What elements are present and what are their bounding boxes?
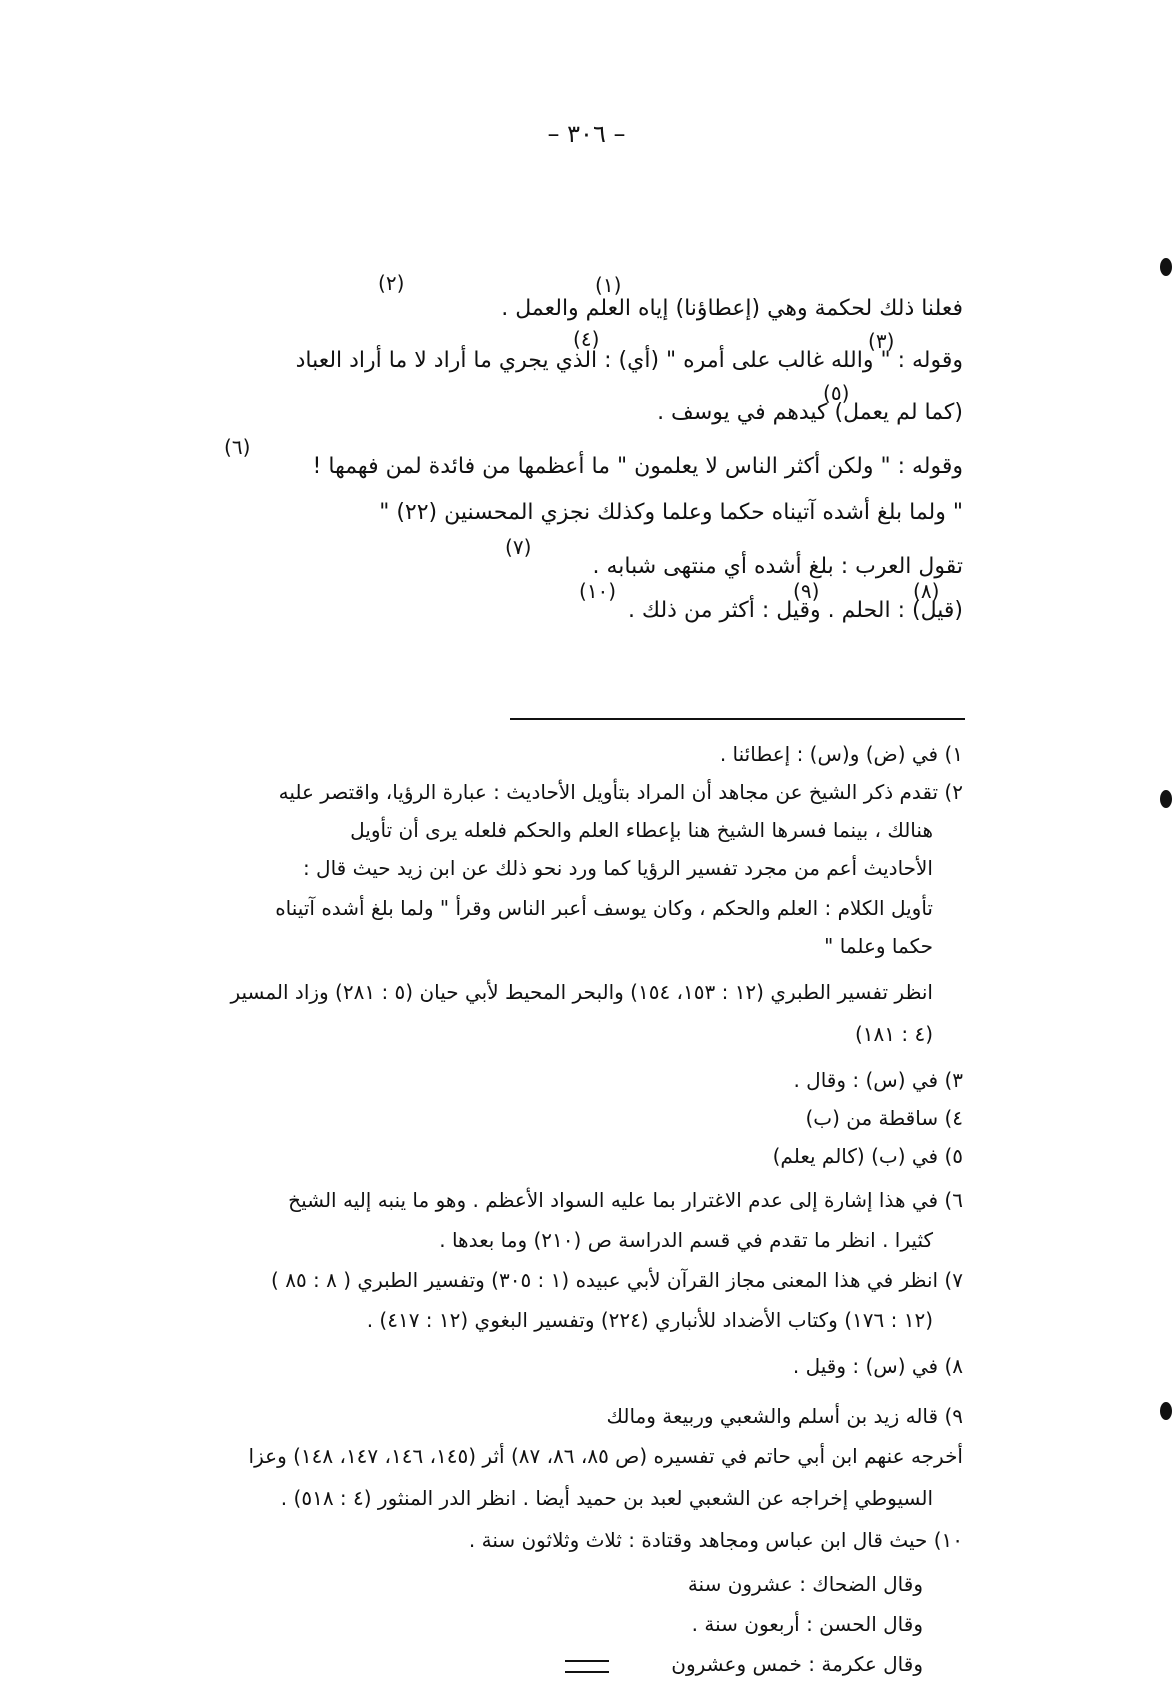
footnote-marker-8: (٨) [913, 579, 940, 603]
body-line-5: " ولما بلغ أشده آتيناه حكما وعلما وكذلك نجزي المحسنين (٢٢) " [379, 500, 963, 525]
footnote-2-line-5: حكما وعلما " [824, 934, 933, 958]
footnote-2-line-1: ٢) تقدم ذكر الشيخ عن مجاهد أن المراد بتأويل الأحاديث : عبارة الرؤيا، واقتصر عليه [278, 780, 963, 804]
body-line-2: وقوله : " والله غالب على أمره " (أي) : الذي يجري ما أراد لا ما أراد العباد [295, 348, 963, 373]
footnote-marker-7: (٧) [505, 535, 532, 559]
body-line-1: فعلنا ذلك لحكمة وهي (إعطاؤنا) إياه العلم والعمل . [501, 296, 963, 321]
footnote-2-line-2: هنالك ، بينما فسرها الشيخ هنا بإعطاء العلم والحكم فلعله يرى أن تأويل [350, 818, 933, 842]
footnote-marker-10: (١٠) [579, 579, 617, 603]
footnote-2-line-4: تأويل الكلام : العلم والحكم ، وكان يوسف أعبر الناس وقرأ " ولما بلغ أشده آتيناه [275, 896, 933, 920]
scan-mark [1160, 1402, 1172, 1420]
footnote-10-line-2: وقال الضحاك : عشرون سنة [687, 1572, 923, 1596]
footnote-2-line-3: الأحاديث أعم من مجرد تفسير الرؤيا كما ورد نحو ذلك عن ابن زيد حيث قال : [302, 856, 933, 880]
footnote-7-line-2: (١٢ : ١٧٦) وكتاب الأضداد للأنباري (٢٢٤) وتفسير البغوي (١٢ : ٤١٧) . [366, 1308, 933, 1332]
footnote-6-line-1: ٦) في هذا إشارة إلى عدم الاغترار بما عليه السواد الأعظم . وهو ما ينبه إليه الشيخ [288, 1188, 963, 1212]
footnote-10-line-3: وقال الحسن : أربعون سنة . [691, 1612, 923, 1636]
scan-mark [1160, 790, 1172, 808]
footnote-7-line-1: ٧) انظر في هذا المعنى مجاز القرآن لأبي عبيده (١ : ٣٠٥) وتفسير الطبري ( ٨ : ٨٥ ) [271, 1268, 963, 1292]
body-line-7: (قيل) : الحلم . وقيل : أكثر من ذلك . [627, 598, 963, 623]
footnote-6-line-2: كثيرا . انظر ما تقدم في قسم الدراسة ص (٢١٠) وما بعدها . [439, 1228, 933, 1252]
footnote-9-line-1: ٩) قاله زيد بن أسلم والشعبي وربيعة ومالك [606, 1404, 963, 1428]
page-number: – ٣٠٦ – [547, 120, 626, 148]
body-line-4: وقوله : " ولكن أكثر الناس لا يعلمون " ما أعظمها من فائدة لمن فهمها ! [312, 454, 963, 479]
footnote-8: ٨) في (س) : وقيل . [792, 1354, 963, 1378]
footnote-marker-4: (٤) [573, 327, 600, 351]
footnote-5: ٥) في (ب) (كالم يعلم) [772, 1144, 963, 1168]
footnote-3: ٣) في (س) : وقال . [793, 1068, 963, 1092]
footnote-2-line-7: (٤ : ١٨١) [854, 1022, 933, 1046]
body-line-6: تقول العرب : بلغ أشده أي منتهى شبابه . [592, 554, 963, 579]
footnote-9-line-2: أخرجه عنهم ابن أبي حاتم في تفسيره (ص ٨٥، ٨٦، ٨٧) أثر (١٤٥، ١٤٦، ١٤٧، ١٤٨) وعزا [248, 1444, 963, 1468]
footnote-marker-2: (٢) [378, 271, 405, 295]
footnote-2-line-6: انظر تفسير الطبري (١٢ : ١٥٣، ١٥٤) والبحر المحيط لأبي حيان (٥ : ٢٨١) وزاد المسير [230, 980, 933, 1004]
footnote-separator [510, 718, 965, 720]
footnote-4: ٤) ساقطة من (ب) [805, 1106, 963, 1130]
footnote-marker-1: (١) [595, 273, 622, 297]
scan-mark [1160, 258, 1172, 276]
footnote-1: ١) في (ض) و(س) : إعطائنا . [719, 742, 963, 766]
footnote-marker-9: (٩) [793, 579, 820, 603]
footnote-marker-5: (٥) [823, 381, 850, 405]
footnote-9-line-3: السيوطي إخراجه عن الشعبي لعبد بن حميد أيضا . انظر الدر المنثور (٤ : ٥١٨) . [280, 1486, 933, 1510]
footnote-10-line-1: ١٠) حيث قال ابن عباس ومجاهد وقتادة : ثلاث وثلاثون سنة . [468, 1528, 963, 1552]
footnote-marker-6: (٦) [224, 435, 251, 459]
footnote-10-line-4: وقال عكرمة : خمس وعشرون [671, 1652, 923, 1676]
footnote-marker-3: (٣) [868, 329, 895, 353]
ditto-mark [565, 1660, 609, 1673]
body-line-3: (كما لم يعمل) كيدهم في يوسف . [657, 400, 963, 425]
